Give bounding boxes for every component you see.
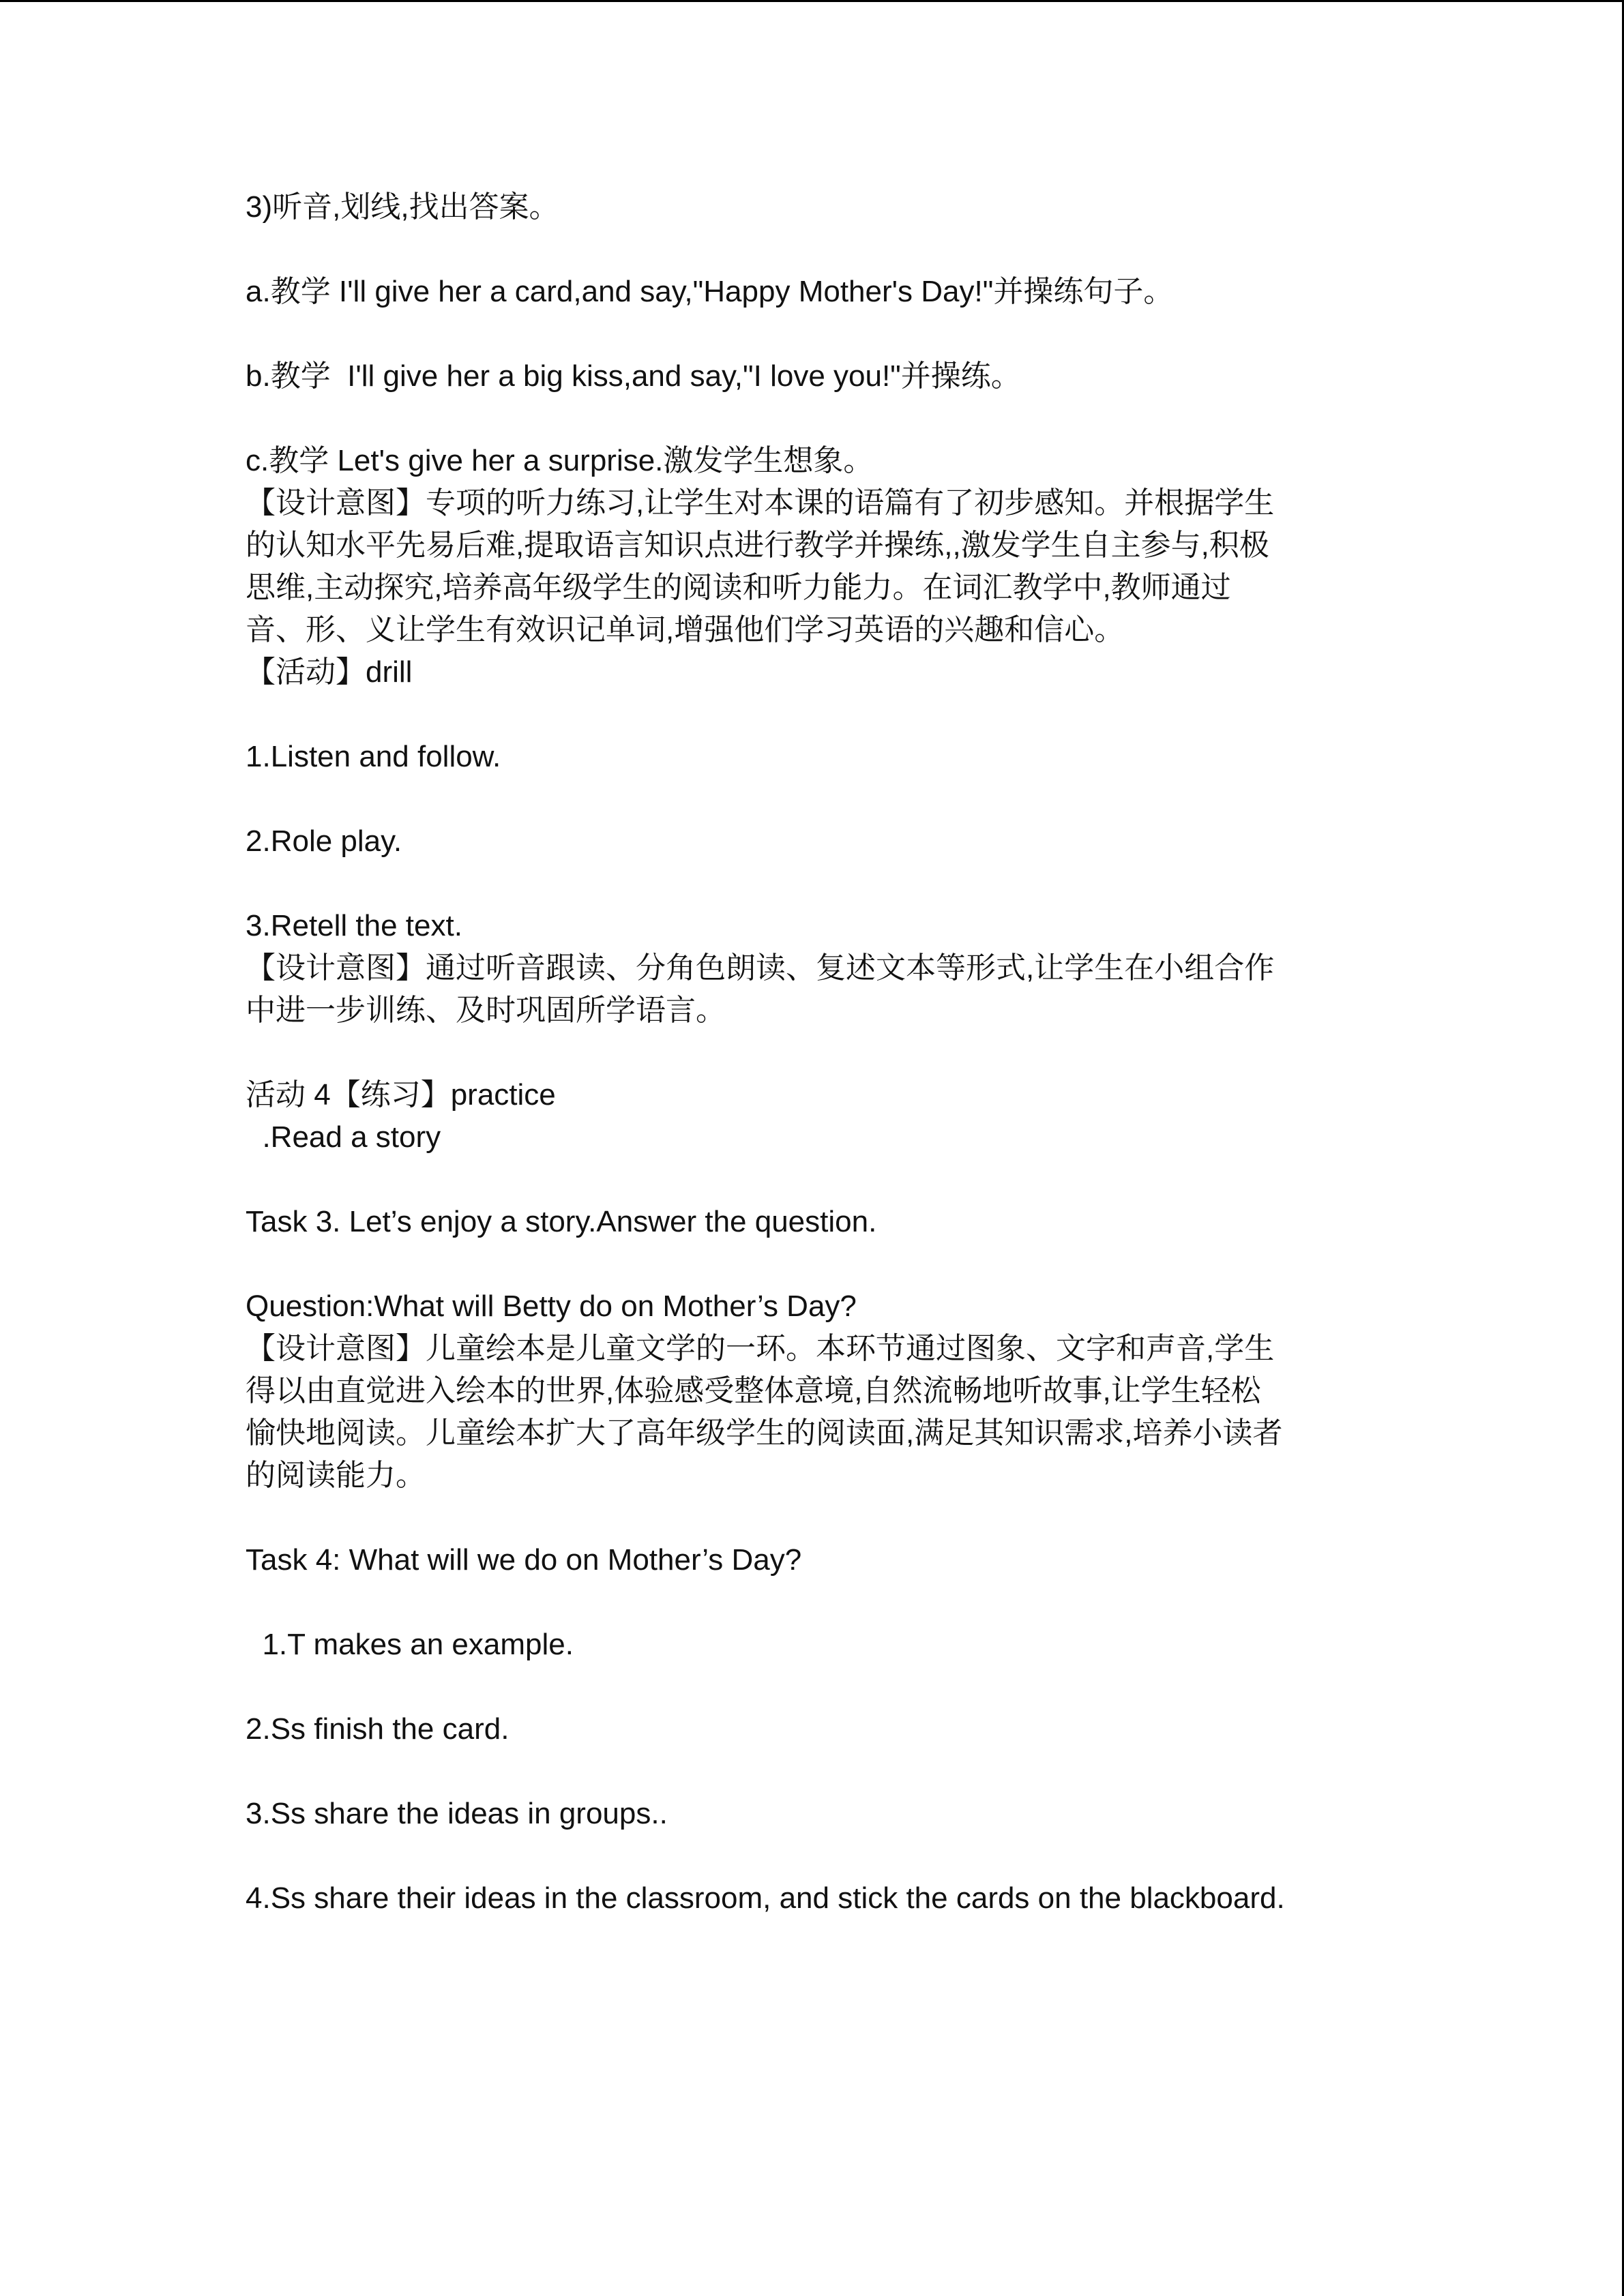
- step-heading: 3)听音,划线,找出答案。: [246, 190, 559, 224]
- task4-item: 2.Ss finish the card.: [246, 1712, 510, 1746]
- drill-item: 1.Listen and follow.: [246, 740, 501, 773]
- design-intent-2-line: 【设计意图】通过听音跟读、分角色朗读、复述文本等形式,让学生在小组合作: [246, 951, 1275, 985]
- activity-drill-heading: 【活动】drill: [246, 655, 413, 689]
- design-intent-3-line: 【设计意图】儿童绘本是儿童文学的一环。本环节通过图象、文字和声音,学生: [246, 1332, 1275, 1365]
- task4-item: 4.Ss share their ideas in the classroom, and stick the cards on the blackboard.: [246, 1881, 1285, 1915]
- activity4-heading: 活动 4【练习】practice: [246, 1078, 556, 1112]
- design-intent-1-line: 思维,主动探究,培养高年级学生的阅读和听力能力。在词汇教学中,教师通过: [246, 571, 1231, 604]
- activity4-subheading: .Read a story: [246, 1120, 441, 1154]
- design-intent-3-line: 愉快地阅读。儿童绘本扩大了高年级学生的阅读面,满足其知识需求,培养小读者: [246, 1416, 1283, 1450]
- document-body: [246, 186, 1391, 1920]
- teaching-line-a: a.教学 I'll give her a card,and say,"Happy Mother's Day!"并操练句子。: [246, 275, 1174, 308]
- drill-item: 2.Role play.: [246, 824, 402, 858]
- design-intent-paragraph-2: [246, 947, 1391, 1032]
- task4-item: 3.Ss share the ideas in groups..: [246, 1797, 668, 1830]
- design-intent-1-line: 的认知水平先易后难,提取语言知识点进行教学并操练,,激发学生自主参与,积极: [246, 528, 1269, 562]
- question-line: Question:What will Betty do on Mother’s Day?: [246, 1289, 857, 1323]
- task4-line: Task 4: What will we do on Mother’s Day?: [246, 1543, 802, 1577]
- design-intent-1-line: 音、形、义让学生有效识记单词,增强他们学习英语的兴趣和信心。: [246, 613, 1125, 646]
- design-intent-2-line: 中进一步训练、及时巩固所学语言。: [246, 994, 726, 1027]
- teaching-line-b: b.教学 I'll give her a big kiss,and say,"I love you!"并操练。: [246, 359, 1021, 393]
- design-intent-paragraph-3: [246, 1328, 1391, 1497]
- design-intent-3-line: 得以由直觉进入绘本的世界,体验感受整体意境,自然流畅地听故事,让学生轻松: [246, 1374, 1261, 1407]
- design-intent-paragraph-1: [246, 482, 1391, 651]
- teaching-line-c: c.教学 Let's give her a surprise.激发学生想象。: [246, 444, 874, 477]
- design-intent-3-line: 的阅读能力。: [246, 1459, 426, 1492]
- drill-item: 3.Retell the text.: [246, 909, 462, 942]
- task3-line: Task 3. Let’s enjoy a story.Answer the question.: [246, 1205, 877, 1238]
- design-intent-1-line: 【设计意图】专项的听力练习,让学生对本课的语篇有了初步感知。并根据学生: [246, 486, 1275, 520]
- task4-item: 1.T makes an example.: [246, 1628, 574, 1661]
